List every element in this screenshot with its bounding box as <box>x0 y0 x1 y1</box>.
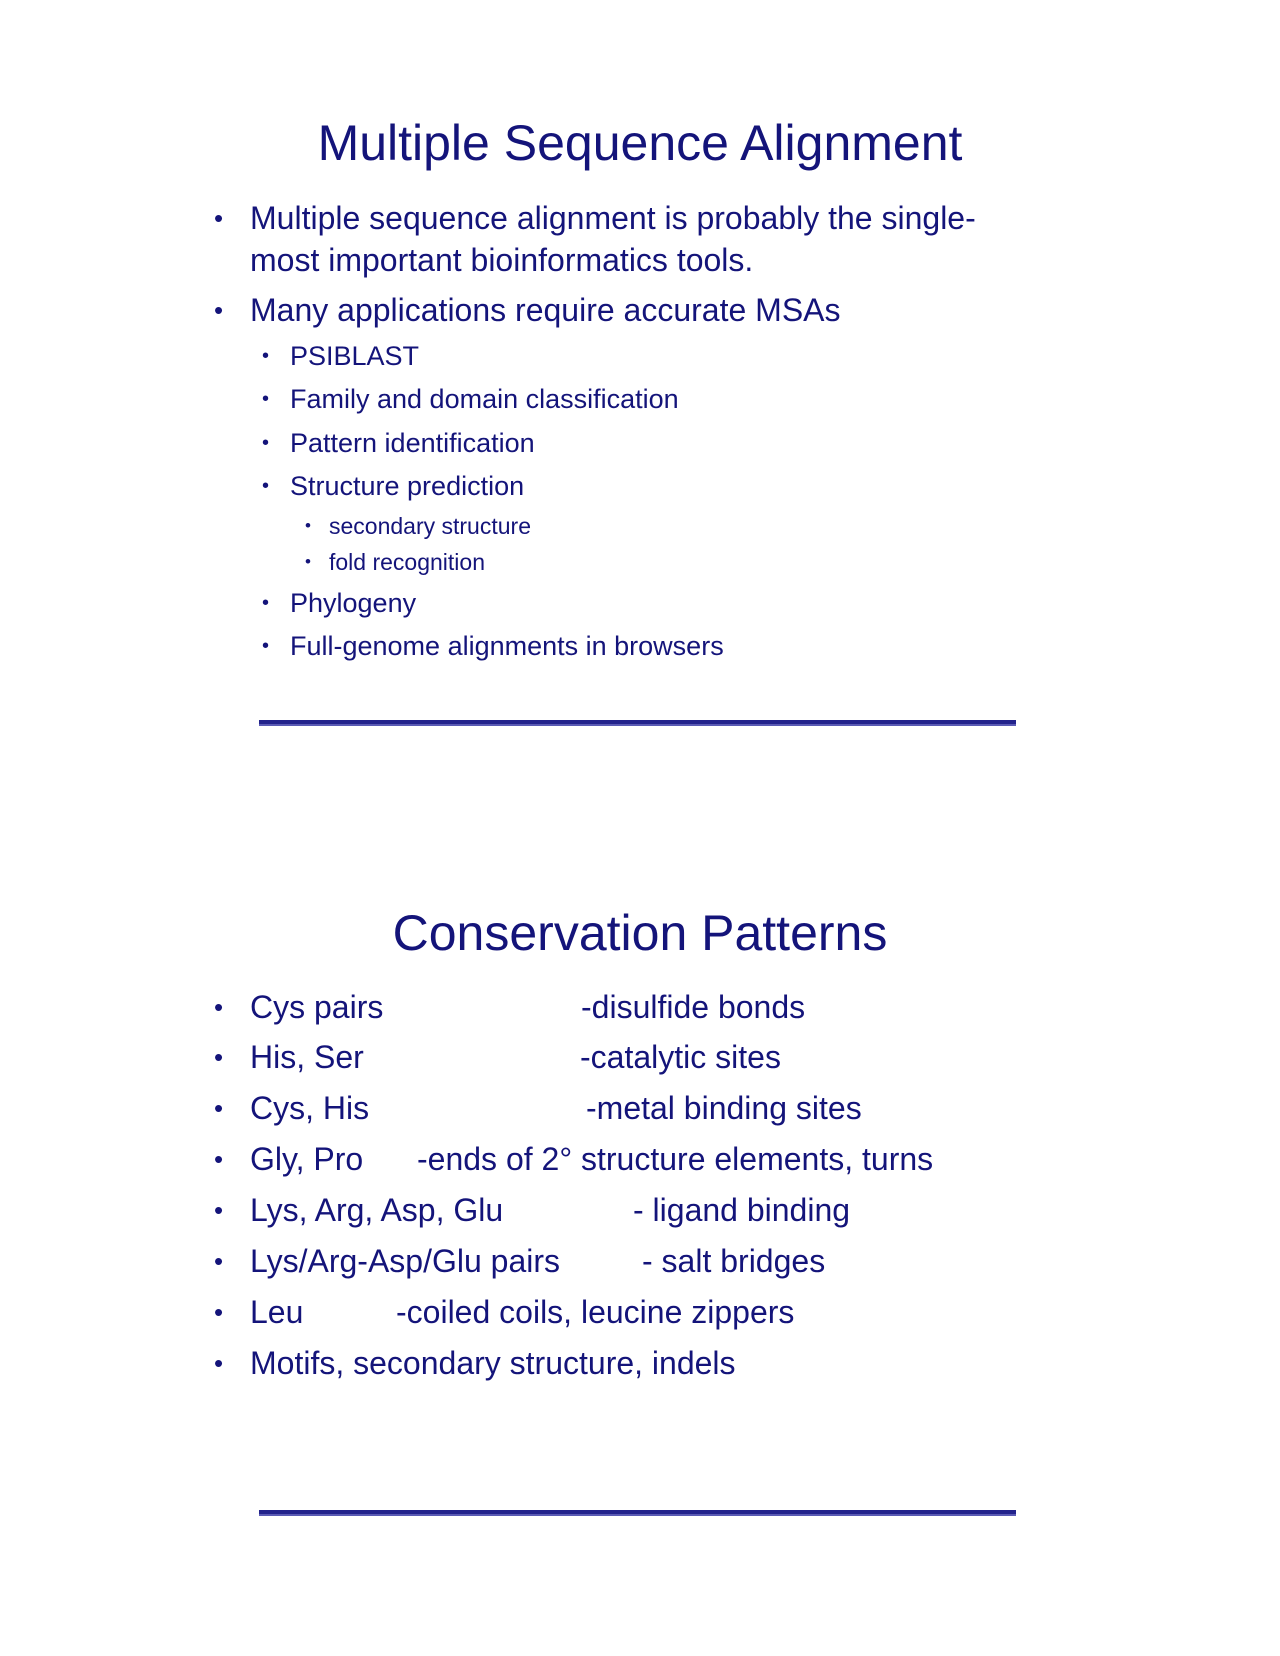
residues-text: His, Ser <box>250 1039 364 1075</box>
bullet-icon: • <box>214 992 224 1022</box>
role-text: -metal binding sites <box>586 1090 862 1126</box>
residues-text: Lys, Arg, Asp, Glu <box>250 1192 504 1228</box>
bullet-text: Many applications require accurate MSAs <box>250 292 841 328</box>
bullet-icon: • <box>214 1348 224 1378</box>
bullet-icon: • <box>214 1144 224 1174</box>
bullet-icon: • <box>305 516 311 535</box>
divider-rule <box>259 720 1016 726</box>
bullet-icon: • <box>305 552 311 571</box>
role-text: -catalytic sites <box>580 1039 781 1075</box>
role-text: -disulfide bonds <box>581 989 806 1025</box>
residues-text: Cys, His <box>250 1090 370 1126</box>
sub-bullet-text: Full-genome alignments in browsers <box>290 631 724 661</box>
residues-text: Motifs, secondary structure, indels <box>250 1345 736 1381</box>
bullet-icon: • <box>214 1195 224 1225</box>
bullet-icon: • <box>214 1297 224 1327</box>
residues-text: Leu <box>250 1294 304 1330</box>
bullet-icon: • <box>262 345 270 367</box>
sub-bullet-text: Phylogeny <box>290 588 417 618</box>
slide-title: Conservation Patterns <box>392 905 888 961</box>
bullet-text: most important bioinformatics tools. <box>250 242 754 278</box>
bullet-icon: • <box>262 475 270 497</box>
residues-text: Lys/Arg-Asp/Glu pairs <box>250 1243 561 1279</box>
sub-sub-bullet-text: secondary structure <box>329 513 531 539</box>
bullet-icon: • <box>214 1246 224 1276</box>
sub-bullet-text: Pattern identification <box>290 428 535 458</box>
bullet-icon: • <box>214 203 224 233</box>
bullet-text: Multiple sequence alignment is probably the single- <box>250 200 976 236</box>
role-text: - salt bridges <box>642 1243 826 1279</box>
divider-rule <box>259 1510 1016 1516</box>
bullet-icon: • <box>214 1093 224 1123</box>
sub-bullet-text: Family and domain classification <box>290 384 679 414</box>
residues-text: Cys pairs <box>250 989 384 1025</box>
sub-bullet-text: PSIBLAST <box>290 341 420 371</box>
bullet-icon: • <box>262 432 270 454</box>
sub-sub-bullet-text: fold recognition <box>329 549 485 575</box>
bullet-icon: • <box>214 295 224 325</box>
bullet-icon: • <box>262 635 270 657</box>
bullet-icon: • <box>214 1042 224 1072</box>
role-text: - ligand binding <box>633 1192 851 1228</box>
bullet-icon: • <box>262 592 270 614</box>
residues-text: Gly, Pro <box>250 1141 364 1177</box>
sub-bullet-text: Structure prediction <box>290 471 525 501</box>
slide-title: Multiple Sequence Alignment <box>317 115 963 171</box>
role-text: -ends of 2° structure elements, turns <box>417 1141 934 1177</box>
role-text: -coiled coils, leucine zippers <box>396 1294 795 1330</box>
bullet-icon: • <box>262 388 270 410</box>
